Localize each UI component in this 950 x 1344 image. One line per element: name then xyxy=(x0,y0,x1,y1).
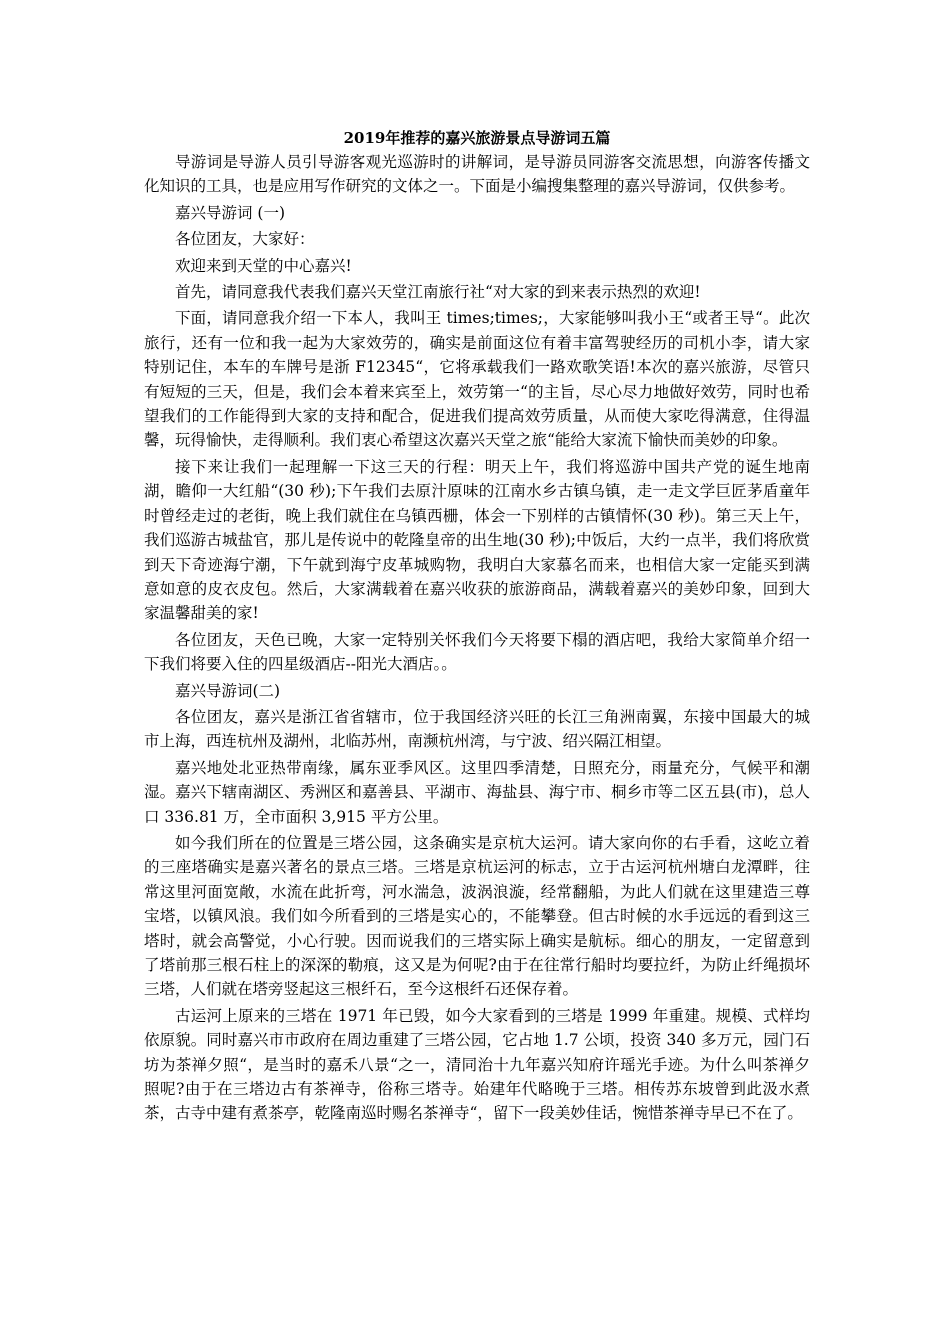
greeting-line: 各位团友，大家好： xyxy=(175,230,315,249)
document-page xyxy=(144,126,810,1128)
section-heading-1: 嘉兴导游词 (一) xyxy=(175,203,286,222)
document-title: 2019年推荐的嘉兴旅游景点导游词五篇 xyxy=(343,129,611,147)
welcome-line: 欢迎来到天堂的中心嘉兴! xyxy=(175,256,352,275)
intro-paragraph: 导游词是导游人员引导游客观光巡游时的讲解词，是导游员同游客交流思想，向游客传播文化知识的工具，也是应用写作研究的文体之一。下面是小编搜集整理的嘉兴导游词，仅供参考。 xyxy=(144,153,810,196)
welcome-agency-line: 首先，请同意我代表我们嘉兴天堂江南旅行社“对大家的到来表示热烈的欢迎! xyxy=(175,283,701,302)
location-paragraph: 各位团友，嘉兴是浙江省省辖市，位于我国经济兴旺的长江三角洲南翼，东接中国最大的城市上海，西连杭州及湖州，北临苏州，南濒杭州湾，与宁波、绍兴隔江相望。 xyxy=(144,707,810,751)
three-pagodas-paragraph: 如今我们所在的位置是三塔公园，这条确实是京杭大运河。请大家向你的右手看，这屹立着的三座塔确实是嘉兴著名的景点三塔。三塔是京杭运河的标志，立于古运河杭州塘白龙潭畔，往常这里河面宽敞，水流在此折弯，河水湍急，波涡浪漩，经常翻船，为此人们就在这里建造三尊宝塔，以镇风浪。我们如今所看到的三塔是实心的，不能攀登。但古时候的水手远远的看到这三塔时，就会高警觉，小心行驶。因而说我们的三塔实际上确实是航标。细心的朋友，一定留意到了塔前那三根石柱上的深深的勒痕，这又是为何呢?由于在往常行船时均要拉纤，为防止纤绳损坏三塔，人们就在塔旁竖起这三根纤石，至今这根纤石还保存着。 xyxy=(144,833,810,999)
hotel-paragraph: 各位团友，天色已晚，大家一定特别关怀我们今天将要下榻的酒店吧，我给大家简单介绍一下我们将要入住的四星级酒店--阳光大酒店。。 xyxy=(144,630,810,674)
self-introduction-paragraph: 下面，请同意我介绍一下本人，我叫王 times;times;，大家能够叫我小王“或者王导“。此次旅行，还有一位和我一起为大家效劳的，确实是前面这位有着丰富驾驶经历的司机小李，请大家特别记住，本车的车牌号是浙 F12345“，它将承载我们一路欢歌笑语!本次的嘉兴旅游，尽管只有短短的三天，但是，我们会本着来宾至上，效劳第一“的主旨，尽心尽力地做好效劳，同时也希望我们的工作能得到大家的支持和配合，促进我们提高效劳质量，从而使大家吃得满意，住得温馨，玩得愉快，走得顺利。我们衷心希望这次嘉兴天堂之旅“能给大家流下愉快而美妙的印象。 xyxy=(144,309,810,450)
climate-paragraph: 嘉兴地处北亚热带南缘，属东亚季风区。这里四季清楚，日照充分，雨量充分，气候平和潮湿。嘉兴下辖南湖区、秀洲区和嘉善县、平湖市、海盐县、海宁市、桐乡市等二区五县(市)，总人口 336.81 万，全市面积 3,915 平方公里。 xyxy=(144,758,810,826)
history-paragraph: 古运河上原来的三塔在 1971 年已毁，如今大家看到的三塔是 1999 年重建。规模、式样均依原貌。同时嘉兴市市政府在周边重建了三塔公园，它占地 1.7 公顷，投资 340 多万元，园门石坊为茶禅夕照“，是当时的嘉禾八景“之一，清同治十九年嘉兴知府许瑶光手迹。为什么叫茶禅夕照呢?由于在三塔边古有茶禅寺，俗称三塔寺。始建年代略晚于三塔。相传苏东坡曾到此汲水煮茶，古寺中建有煮茶亭，乾隆南巡时赐名茶禅寺“，留下一段美妙佳话，惋惜茶禅寺早已不在了。 xyxy=(144,1006,810,1123)
section-heading-2: 嘉兴导游词(二) xyxy=(175,681,281,700)
itinerary-paragraph: 接下来让我们一起理解一下这三天的行程：明天上午，我们将巡游中国共产党的诞生地南湖，瞻仰一大红船“(30 秒);下午我们去原汁原味的江南水乡古镇乌镇，走一走文学巨匠茅盾童年时曾经走过的老街，晚上我们就住在乌镇西栅，体会一下别样的古镇情怀(30 秒)。第三天上午，我们巡游古城盐官，那儿是传说中的乾隆皇帝的出生地(30 秒);中饭后，大约一点半，我们将欣赏到天下奇迹海宁潮，下午就到海宁皮革城购物，我明白大家慕名而来，也相信大家一定能买到满意如意的皮衣皮包。然后，大家满载着在嘉兴收获的旅游商品，满载着嘉兴的美妙印象，回到大家温馨甜美的家! xyxy=(144,457,810,623)
